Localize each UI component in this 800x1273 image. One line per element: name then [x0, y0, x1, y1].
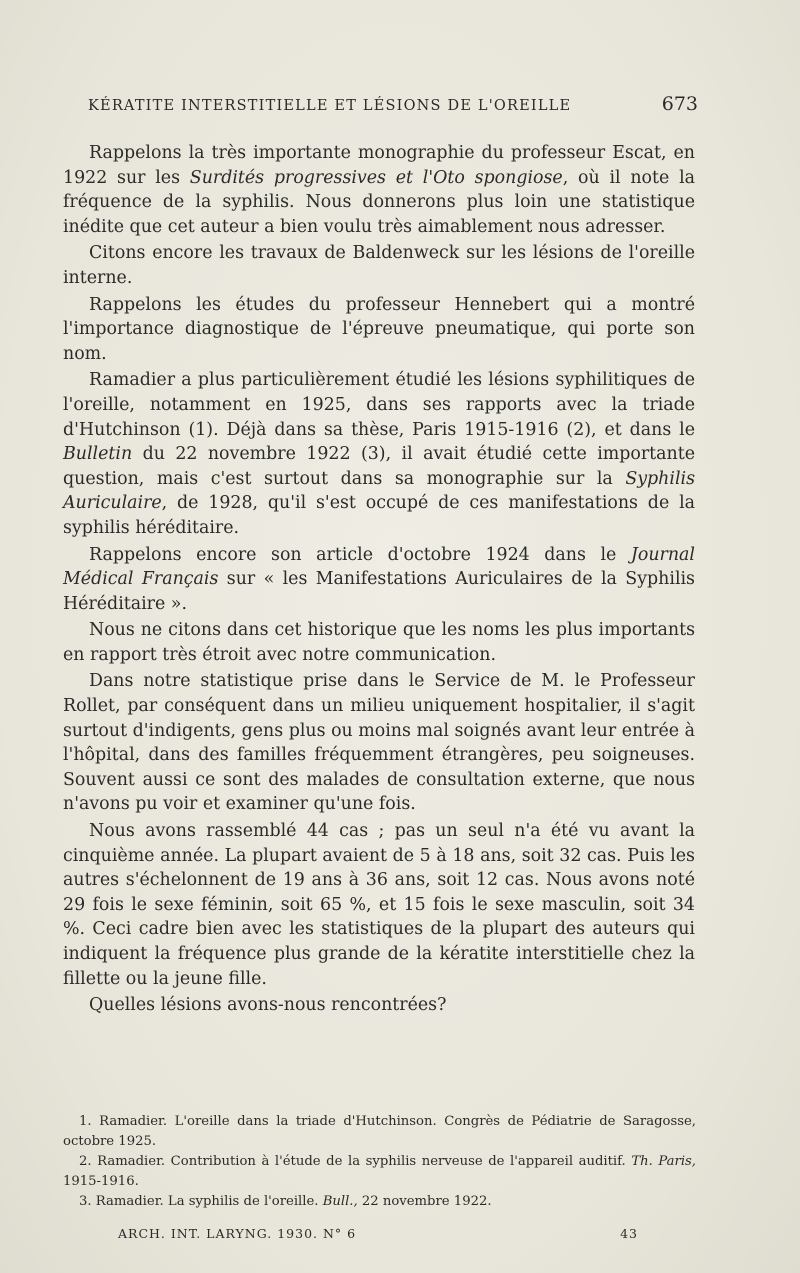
journal-reference: ARCH. INT. LARYNG. 1930. N° 6	[118, 1226, 357, 1241]
running-title: KÉRATITE INTERSTITIELLE ET LÉSIONS DE L'OREILLE	[88, 98, 572, 114]
footnotes	[63, 1112, 696, 1212]
page-number: 673	[661, 93, 698, 115]
signature-mark: 43	[620, 1226, 638, 1241]
paragraph: Nous ne citons dans cet historique que les noms les plus importants en rapport très étroit avec notre communication.	[63, 620, 695, 665]
paragraph: Rappelons la très importante monographie du professeur Escat, en 1922 sur les Surdités progressives et l'Oto spongiose, où il note la fréquence de la syphilis. Nous donnerons plus loin une statistique inédite que cet auteur a bien voulu très aimablement nous adresser.	[63, 143, 695, 237]
paragraph: Quelles lésions avons-nous rencontrées?	[89, 995, 447, 1016]
footnote: 1. Ramadier. L'oreille dans la triade d'Hutchinson. Congrès de Pédiatrie de Saragosse, octobre 1925.	[63, 1114, 696, 1149]
footnote: 2. Ramadier. Contribution à l'étude de la syphilis nerveuse de l'appareil auditif. Th. Paris, 1915-1916.	[63, 1154, 696, 1189]
body-text	[63, 141, 695, 1020]
paragraph: Dans notre statistique prise dans le Service de M. le Professeur Rollet, par conséquent dans un milieu uniquement hospitalier, il s'agit surtout d'indigents, gens plus ou moins mal soignés avant leur entrée à l'hôpital, dans des familles fréquemment étrangères, peu soigneuses. Souvent aussi ce sont des malades de consultation externe, que nous n'avons pu voir et examiner qu'une fois.	[63, 671, 695, 815]
page-footer	[118, 1226, 638, 1241]
paragraph: Nous avons rassemblé 44 cas ; pas un seul n'a été vu avant la cinquième année. La plupart avaient de 5 à 18 ans, soit 32 cas. Puis les autres s'échelonnent de 19 ans à 36 ans, soit 12 cas. Nous avons noté 29 fois le sexe féminin, soit 65 %, et 15 fois le sexe masculin, soit 34 %. Ceci cadre bien avec les statistiques de la plupart des auteurs qui indiquent la fréquence plus grande de la kératite interstitielle chez la fillette ou la jeune fille.	[63, 821, 695, 989]
paragraph: Rappelons encore son article d'octobre 1924 dans le Journal Médical Français sur « les Manifestations Auriculaires de la Syphilis Héréditaire ».	[63, 544, 695, 614]
paragraph: Citons encore les travaux de Baldenweck sur les lésions de l'oreille interne.	[63, 243, 695, 288]
paragraph: Ramadier a plus particulièrement étudié les lésions syphilitiques de l'oreille, notamment en 1925, dans ses rapports avec la triade d'Hutchinson (1). Déjà dans sa thèse, Paris 1915-1916 (2), et dans le Bulletin du 22 novembre 1922 (3), il avait étudié cette importante question, mais c'est surtout dans sa monographie sur la Syphilis Auriculaire, de 1928, qu'il s'est occupé de ces manifestations de la syphilis héréditaire.	[63, 370, 695, 538]
footnote: 3. Ramadier. La syphilis de l'oreille. Bull., 22 novembre 1922.	[79, 1194, 492, 1209]
running-head	[88, 93, 698, 115]
paragraph: Rappelons les études du professeur Hennebert qui a montré l'importance diagnostique de l'épreuve pneumatique, qui porte son nom.	[63, 294, 695, 364]
